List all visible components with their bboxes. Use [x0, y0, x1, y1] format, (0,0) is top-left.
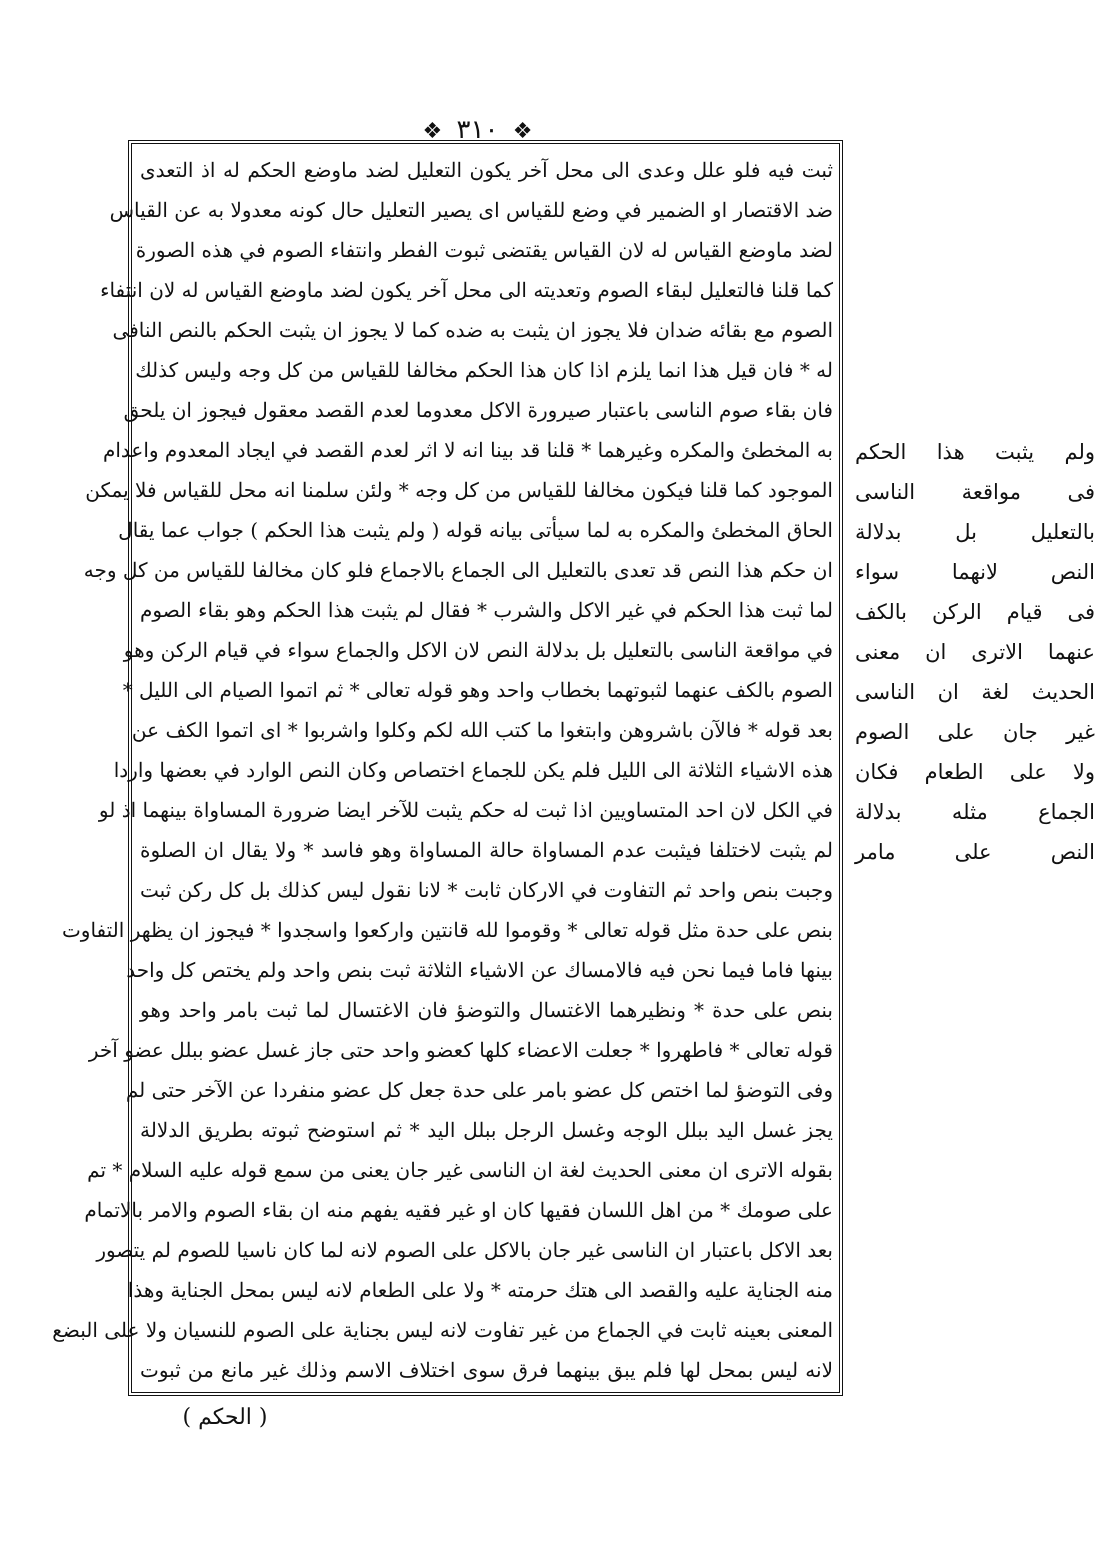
text-line: بعد قوله * فالآن باشروهن وابتغوا ما كتب الله لكم وكلوا واشربوا * اى اتموا الكف عن	[131, 718, 833, 742]
margin-note-line: فى قيام الركن بالكف	[855, 600, 1095, 624]
margin-note-line: ولم يثبت هذا الحكم	[855, 440, 1095, 464]
margin-note-line: النص لانهما سواء	[855, 560, 1095, 584]
ornament-right-icon: ❖	[512, 119, 533, 144]
text-line: في الكل لان احد المتساويين اذا ثبت له حكم يثبت للآخر ايضا ضرورة المساواة بينهما اذ لو	[98, 798, 833, 822]
margin-note-line: الحديث لغة ان الناسى	[855, 680, 1095, 704]
text-line: لما ثبت هذا الحكم في غير الاكل والشرب * فقال لم يثبت هذا الحكم وهو بقاء الصوم	[140, 598, 833, 622]
text-line: على صومك * من اهل اللسان فقيها كان او غير فقيه يفهم منه ان بقاء الصوم والامر بالاتمام	[84, 1198, 833, 1222]
text-line: ضد الاقتصار او الضمير في وضع للقياس اى يصير التعليل حال كونه معدولا به عن القياس	[109, 198, 833, 222]
text-line: لم يثبت لاختلفا فيثبت عدم المساواة حالة المساواة وهو فاسد * ولا يقال ان الصلوة	[140, 838, 833, 862]
text-line: له * فان قيل هذا انما يلزم اذا كان هذا الحكم مخالفا للقياس من كل وجه وليس كذلك	[135, 358, 833, 382]
text-line: وفى التوضؤ لما اختص كل عضو بامر على حدة جعل كل عضو منفردا عن الآخر حتى لم	[125, 1078, 833, 1102]
text-line: بينها فاما فيما نحن فيه فالامساك عن الاشياء الثلاثة ثبت بنص واحد ولم يختص كل واحد	[126, 958, 833, 982]
text-line: بقوله الاترى ان معنى الحديث لغة ان الناسى غير جان يعنى من سمع قوله عليه السلام * تم	[87, 1158, 833, 1182]
main-text-block	[52, 150, 833, 1390]
margin-note-line: فى مواقعة الناسى	[855, 480, 1095, 504]
text-line: لانه ليس بمحل لها فلم يبق بينهما فرق سوى اختلاف الاسم وذلك غير مانع من ثبوت	[140, 1358, 833, 1382]
text-line: قوله تعالى * فاطهروا * جعلت الاعضاء كلها كعضو واحد حتى جاز غسل عضو ببلل عضو آخر	[88, 1038, 833, 1062]
text-line: يجز غسل اليد ببلل الوجه وغسل الرجل ببلل اليد * ثم استوضح ثبوته بطريق الدلالة	[140, 1118, 833, 1142]
text-line: فان بقاء صوم الناسى باعتبار صيرورة الاكل معدوما لعدم القصد معقول فيجوز ان يلحق	[123, 398, 833, 422]
margin-note-line: بالتعليل بل بدلالة	[855, 520, 1095, 544]
text-line: كما قلنا فالتعليل لبقاء الصوم وتعديته الى محل آخر يكون لضد ماوضع القياس له لان انتفاء	[100, 278, 833, 302]
text-line: هذه الاشياء الثلاثة الى الليل فلم يكن للجماع اختصاص وكان النص الوارد في بعضها واردا	[113, 758, 833, 782]
text-line: ثبت فيه فلو علل وعدى الى محل آخر يكون التعليل لضد ماوضع الحكم له اذ التعدى	[140, 158, 833, 182]
ornament-left-icon: ❖	[422, 119, 443, 144]
text-line: بنص على حدة * ونظيرهما الاغتسال والتوضؤ فان الاغتسال لما ثبت بامر واحد وهو	[140, 998, 833, 1022]
text-line: الصوم مع بقائه ضدان فلا يجوز ان يثبت به ضده كما لا يجوز ان يثبت الحكم بالنص النافى	[112, 318, 833, 342]
margin-note-line: عنهما الاترى ان معنى	[855, 640, 1095, 664]
margin-note-line: غير جان على الصوم	[855, 720, 1095, 744]
text-line: المعنى بعينه ثابت في الجماع من غير تفاوت لانه ليس بجناية على الصوم للنسيان ولا على البضع	[52, 1318, 833, 1342]
margin-note	[855, 432, 1095, 872]
text-line: ان حكم هذا النص قد تعدى بالتعليل الى الجماع بالاجماع فلو كان مخالفا للقياس من كل وجه	[83, 558, 833, 582]
text-line: الحاق المخطئ والمكره به لما سيأتى بيانه قوله ( ولم يثبت هذا الحكم ) جواب عما يقال	[118, 518, 833, 542]
text-line: لضد ماوضع القياس له لان القياس يقتضى ثبوت الفطر وانتفاء الصوم في هذه الصورة	[135, 238, 833, 262]
margin-note-line: الجماع مثله بدلالة	[855, 800, 1095, 824]
margin-note-line: ولا على الطعام فكان	[855, 760, 1095, 784]
text-line: الصوم بالكف عنهما لثبوتهما بخطاب واحد وهو قوله تعالى * ثم اتموا الصيام الى الليل *	[122, 678, 833, 702]
text-line: بعد الاكل باعتبار ان الناسى غير جان بالاكل على الصوم لانه لما كان ناسيا للصوم لم يتصور	[96, 1238, 833, 1262]
page-number-value: ٣١٠	[456, 115, 499, 145]
catchword: ( الحكم )	[182, 1405, 268, 1430]
text-line: وجبت بنص واحد ثم التفاوت في الاركان ثابت * لانا نقول ليس كذلك بل كل ركن ثبت	[140, 878, 833, 902]
margin-note-line: النص على مامر	[855, 840, 1095, 864]
text-line: به المخطئ والمكره وغيرهما * قلنا قد بينا انه لا اثر لعدم القصد في ايجاد المعدوم واعدام	[102, 438, 833, 462]
text-line: منه الجناية عليه والقصد الى هتك حرمته * ولا على الطعام لانه ليس بمحل الجناية وهذا	[127, 1278, 833, 1302]
text-line: الموجود كما قلنا فيكون مخالفا للقياس من كل وجه * ولئن سلمنا انه محل للقياس فلا يمكن	[85, 478, 833, 502]
text-line: بنص على حدة مثل قوله تعالى * وقوموا لله قانتين واركعوا واسجدوا * فيجوز ان يظهر التفاوت	[61, 918, 833, 942]
text-line: في مواقعة الناسى بالتعليل بل بدلالة النص لان الاكل والجماع سواء في قيام الركن وهو	[123, 638, 833, 662]
